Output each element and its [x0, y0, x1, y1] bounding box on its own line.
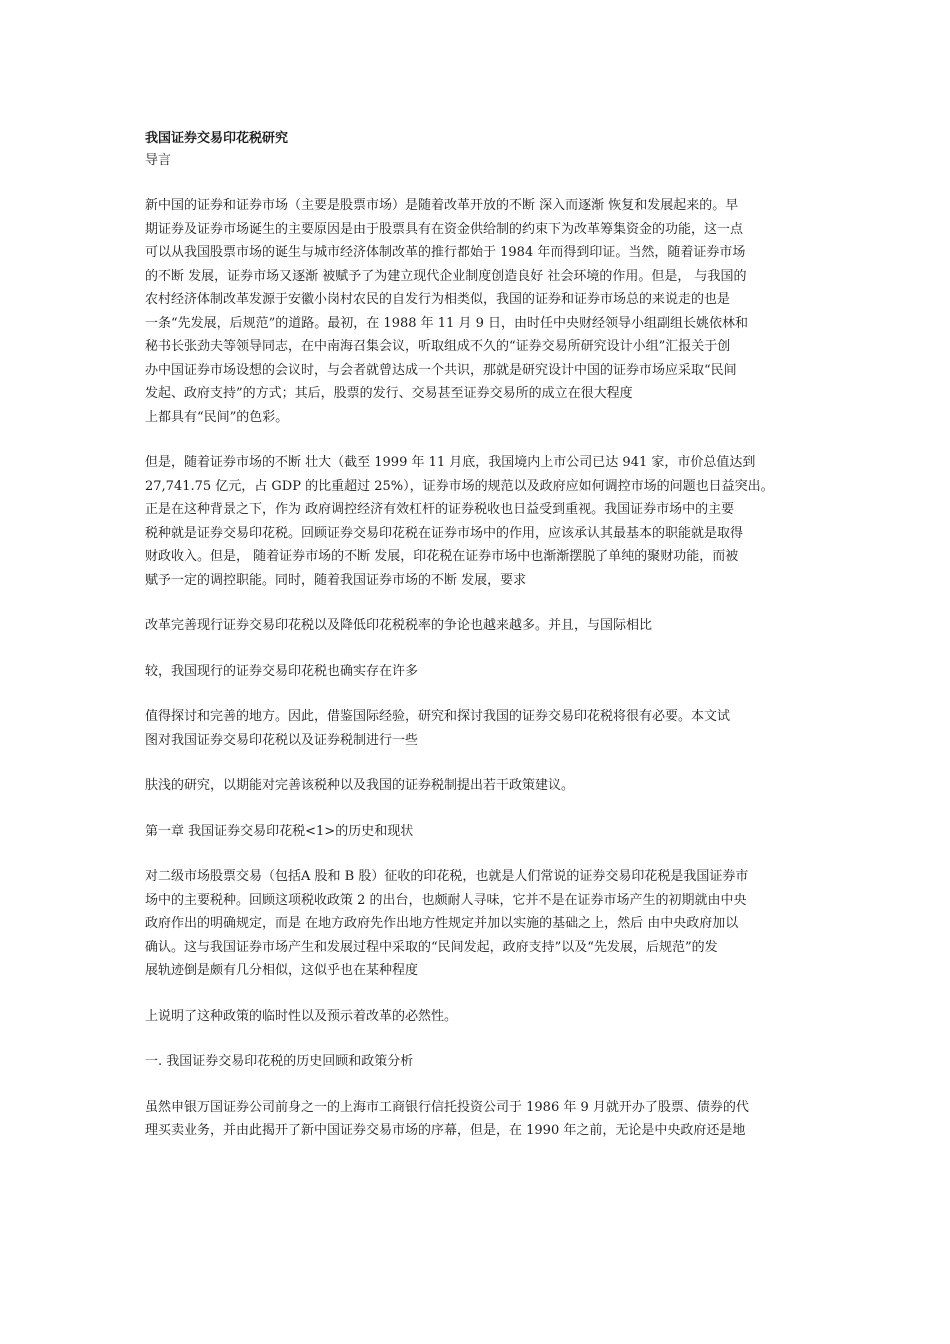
- paragraph-line: 虽然申银万国证券公司前身之一的上海市工商银行信托投资公司于 1986 年 9 月就开办了股票、债券的代: [145, 1099, 749, 1115]
- paragraph: [145, 705, 815, 752]
- paragraph-line: 一. 我国证券交易印花税的历史回顾和政策分析: [145, 1054, 414, 1069]
- paragraph-line: 展轨迹倒是颇有几分相似，这似乎也在某种程度: [145, 963, 419, 978]
- paragraph-line: 办中国证券市场设想的会议时，与会者就曾达成一个共识，那就是研究设计中国的证券市场应采取“民间: [145, 362, 737, 378]
- paragraph: [145, 1005, 815, 1029]
- paragraph-line: 新中国的证券和证券市场（主要是股票市场）是随着改革开放的不断 深入而逐渐 恢复和发展起来的。早: [145, 198, 739, 213]
- paragraph: [145, 1096, 815, 1143]
- paragraph-line: 的不断 发展，证券市场又逐渐 被赋予了为建立现代企业制度创造良好 社会环境的作用。但是， 与我国的: [145, 268, 747, 284]
- paragraph-line: 发起、政府支持”的方式；其后，股票的发行、交易甚至证券交易所的成立在很大程度: [145, 386, 633, 401]
- paragraph: [145, 194, 815, 429]
- paragraph-line: 秘书长张劲夫等领导同志，在中南海召集会议，听取组成不久的“证券交易所研究设计小组”汇报关于创: [145, 339, 731, 354]
- paragraph-line: 上说明了这种政策的临时性以及预示着改革的必然性。: [145, 1008, 458, 1024]
- paragraph: [145, 820, 815, 844]
- paragraph-line: 值得探讨和完善的地方。因此，借鉴国际经验，研究和探讨我国的证券交易印花税将很有必要。本文试: [145, 709, 731, 724]
- paragraph-line: 财政收入。但是， 随着证券市场的不断 发展，印花税在证券市场中也渐渐摆脱了单纯的聚财功能，而被: [145, 549, 739, 564]
- paragraph-line: 确认。这与我国证券市场产生和发展过程中采取的“民间发起，政府支持”以及“先发展，后规范”的发: [145, 939, 718, 955]
- paragraph: [145, 451, 815, 592]
- paragraph: [145, 660, 815, 684]
- paragraph-line: 理买卖业务，并由此揭开了新中国证券交易市场的序幕，但是，在 1990 年之前，无论是中央政府还是地: [145, 1123, 746, 1138]
- document-title: 我国证券交易印花税研究: [145, 131, 289, 146]
- paragraph-line: 正是在这种背景之下，作为 政府调控经济有效杠杆的证券税收也日益受到重视。我国证券市场中的主要: [145, 502, 735, 517]
- paragraph: [145, 774, 815, 798]
- paragraph-container: [145, 194, 815, 1143]
- paragraph-line: 肤浅的研究，以期能对完善该税种以及我国的证券税制提出若干政策建议。: [145, 778, 575, 793]
- paragraph-line: 27,741.75 亿元，占 GDP 的比重超过 25%），证券市场的规范以及政府应如何调控市场的问题也日益突出。: [145, 478, 774, 494]
- paragraph-line: 第一章 我国证券交易印花税<1>的历史和现状: [145, 823, 414, 839]
- paragraph-line: 较，我国现行的证券交易印花税也确实存在许多: [145, 663, 419, 679]
- paragraph-line: 改革完善现行证券交易印花税以及降低印花税税率的争论也越来越多。并且，与国际相比: [145, 618, 653, 633]
- document-subtitle: 导言: [145, 153, 172, 168]
- paragraph: [145, 614, 815, 638]
- paragraph-line: 可以从我国股票市场的诞生与城市经济体制改革的推行都始于 1984 年而得到印证。当然，随着证券市场: [145, 245, 746, 260]
- paragraph-line: 税种就是证券交易印花税。回顾证券交易印花税在证券市场中的作用，应该承认其最基本的职能就是取得: [145, 525, 744, 541]
- paragraph: [145, 865, 815, 983]
- paragraph-line: 农村经济体制改革发源于安徽小岗村农民的自发行为相类似，我国的证券和证券市场总的来说走的也是: [145, 292, 731, 307]
- paragraph-line: 期证券及证券市场诞生的主要原因是由于股票具有在资金供给制的约束下为改革筹集资金的功能，这一点: [145, 221, 744, 237]
- paragraph-line: 对二级市场股票交易（包括A 股和 B 股）征收的印花税，也就是人们常说的证券交易印花税是我国证券市: [145, 869, 749, 884]
- paragraph: [145, 1050, 815, 1074]
- paragraph-line: 场中的主要税种。回顾这项税收政策 2 的出台，也颇耐人寻味，它并不是在证券市场产生的初期就由中央: [145, 892, 747, 908]
- paragraph-line: 但是，随着证券市场的不断 壮大（截至 1999 年 11 月底，我国境内上市公司已达 941 家，市价总值达到: [145, 455, 756, 470]
- paragraph-line: 赋予一定的调控职能。同时，随着我国证券市场的不断 发展，要求: [145, 572, 527, 588]
- paragraph-line: 政府作出的明确规定，而是 在地方政府先作出地方性规定并加以实施的基础之上，然后 由中央政府加以: [145, 916, 739, 931]
- document-body: [145, 128, 815, 1165]
- paragraph-line: 一条“先发展，后规范”的道路。最初，在 1988 年 11 月 9 日，由时任中央财经领导小组副组长姚依林和: [145, 315, 748, 331]
- paragraph-line: 上都具有“民间”的色彩。: [145, 409, 289, 425]
- paragraph-line: 图对我国证券交易印花税以及证券税制进行一些: [145, 732, 419, 748]
